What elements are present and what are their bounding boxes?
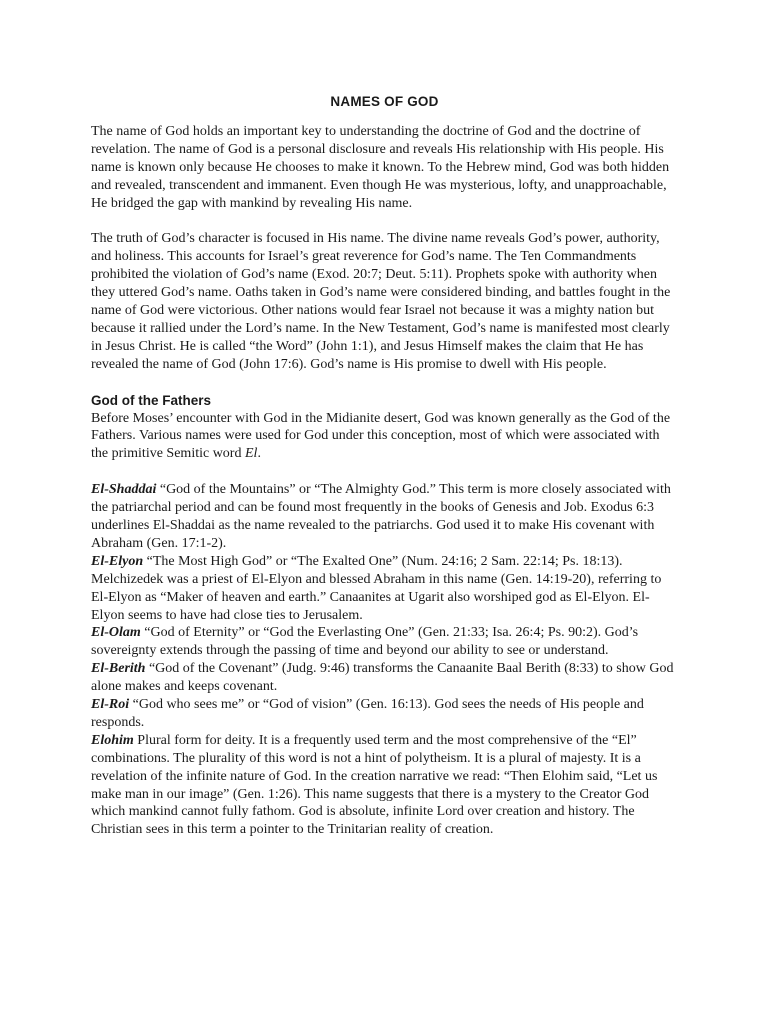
entry-term: El-Shaddai <box>91 482 157 498</box>
entry-text: “God of the Mountains” or “The Almighty God.” This term is more closely associated with the patriarchal period and can be found most frequently in the books of Genesis and Job. Exodus 6:3 underlines El-Shaddai as the name revealed to the patriarchs. God used it to make His covenant with Abraham (Gen. 17:1-2). <box>91 482 671 551</box>
entry-term: El-Elyon <box>91 553 144 569</box>
entry-el-elyon <box>91 553 678 625</box>
section-text-before: Before Moses’ encounter with God in the Midianite desert, God was known generally as the God of the Fathers. Various names were used for God under this conception, most of which were associated with the primitive Semitic word <box>91 410 671 462</box>
entry-text: Plural form for deity. It is a frequently used term and the most comprehensive of the “El” combinations. The plurality of this word is not a hint of polytheism. It is a plural of majesty. It is a revelation of the infinite nature of God. In the creation narrative we read: “Then Elohim said, “Let us make man in our image” (Gen. 1:26). This name suggests that there is a mystery to the Creator God which mankind cannot fully fathom. God is absolute, infinite Lord over creation and history. The Christian sees in this term a pointer to the Trinitarian reality of creation. <box>91 732 658 838</box>
page-title: NAMES OF GOD <box>330 94 439 109</box>
entry-term: El-Olam <box>91 625 141 641</box>
section-heading: God of the Fathers <box>91 392 212 408</box>
intro-paragraph-1: The name of God holds an important key to understanding the doctrine of God and the doctrine of revelation. The name of God is a personal disclosure and reveals His relationship with His people. His name is known only because He chooses to make it known. To the Hebrew mind, God was both hidden and revealed, transcendent and immanent. Even though He was mysterious, lofty, and unapproachable, He bridged the gap with mankind by revealing His name. <box>91 124 670 211</box>
entry-text: “God of the Covenant” (Judg. 9:46) transforms the Canaanite Baal Berith (8:33) to show God alone makes and keeps covenant. <box>91 661 674 695</box>
entry-el-roi <box>91 696 678 732</box>
entry-el-berith <box>91 660 678 696</box>
entry-text: “God who sees me” or “God of vision” (Gen. 16:13). God sees the needs of His people and responds. <box>91 697 644 730</box>
section-text-italic: El <box>244 446 258 462</box>
entry-el-shaddai <box>91 481 678 553</box>
entry-term: Elohim <box>91 732 134 748</box>
name-entries <box>91 481 678 839</box>
section-text-after: . <box>257 446 261 462</box>
entry-text: “God of Eternity” or “God the Everlasting One” (Gen. 21:33; Isa. 26:4; Ps. 90:2). God’s sovereignty extends through the passing of time and beyond our ability to see or understand. <box>91 625 639 659</box>
entry-elohim <box>91 732 678 839</box>
section-paragraph <box>91 410 678 464</box>
entry-term: El-Roi <box>91 697 130 713</box>
intro-paragraph-2: The truth of God’s character is focused in His name. The divine name reveals God’s power, authority, and holiness. This accounts for Israel’s great reverence for God’s name. The Ten Commandments prohibited the violation of God’s name (Exod. 20:7; Deut. 5:11). Prophets spoke with authority when they uttered God’s name. Oaths taken in God’s name were considered binding, and battles fought in the name of God were victorious. Other nations would fear Israel not because it was a mighty nation but because it rallied under the Lord’s name. In the New Testament, God’s name is manifested most clearly in Jesus Christ. He is called “the Word” (John 1:1), and Jesus Himself makes the claim that He has revealed the name of God (John 17:6). God’s name is His promise to dwell with His people. <box>91 231 671 372</box>
entry-el-olam <box>91 624 678 660</box>
entry-term: El-Berith <box>91 661 146 677</box>
entry-text: “The Most High God” or “The Exalted One” (Num. 24:16; 2 Sam. 22:14; Ps. 18:13). Melchizedek was a priest of El-Elyon and blessed Abraham in this name (Gen. 14:19-20), referring to El-Elyon as “Maker of heaven and earth.” Canaanites at Ugarit also worshiped god as El-Elyon. El-Elyon seems to have had close ties to Jerusalem. <box>91 553 662 623</box>
